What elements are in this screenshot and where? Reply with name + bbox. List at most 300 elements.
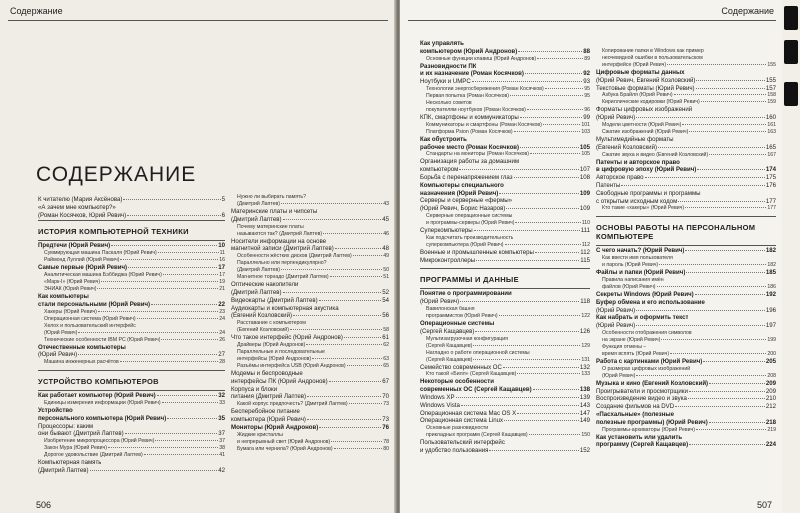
toc-entry-title: КПК, смартфоны и коммуникаторы <box>420 113 519 121</box>
toc-entry <box>596 99 776 106</box>
toc-entry-title: Несколько советов <box>426 99 472 106</box>
toc-entry-title: Как набрать и оформить текст <box>596 314 689 322</box>
toc-entry-page: 177 <box>765 197 776 205</box>
toc-entry-page: 93 <box>583 78 590 86</box>
left-col-2 <box>231 194 389 453</box>
toc-entry <box>231 327 389 334</box>
programs-list <box>420 290 590 454</box>
toc-entry-title: Жидкие кристаллы <box>237 431 283 438</box>
dot-leader <box>703 361 765 362</box>
toc-entry-title: Как подсчитать производительность <box>426 234 514 241</box>
section-rule <box>420 288 590 289</box>
toc-entry-page: 67 <box>382 377 389 385</box>
toc-entry <box>420 114 590 122</box>
toc-entry-title: (Юрий Ревич) <box>602 372 636 379</box>
dot-leader <box>474 230 580 231</box>
dot-leader <box>696 80 764 81</box>
toc-entry-title: Платформа Psion (Роман Косячков) <box>426 128 513 135</box>
toc-entry-title: рабочее место (Роман Косячков) <box>420 143 520 151</box>
toc-entry-page: 112 <box>581 241 590 248</box>
toc-entry-title: Кириллические кодировки (Юрий Ревич) <box>602 99 700 106</box>
toc-entry <box>231 253 389 260</box>
toc-entry <box>38 330 225 337</box>
toc-entry-page: 80 <box>383 445 389 452</box>
toc-entry <box>38 452 225 459</box>
toc-entry <box>420 166 590 174</box>
toc-entry-title: Серверные операционные системы <box>426 212 513 219</box>
toc-entry-title: Сжатие изображений (Юрий Ревич) <box>602 128 689 135</box>
toc-entry-page: 95 <box>584 92 590 99</box>
toc-entry <box>420 447 590 455</box>
toc-entry-page: 19 <box>219 278 225 285</box>
toc-entry <box>420 100 590 107</box>
toc-entry-page: 209 <box>765 387 776 395</box>
toc-entry-title: Кто такие «хакеры» (Юрий Ревич) <box>602 205 685 212</box>
toc-entry-title: (Сергей Кащавцев) <box>420 327 475 335</box>
section-basics-heading: ОСНОВЫ РАБОТЫ НА ПЕРСОНАЛЬНОМ КОМПЬЮТЕРЕ <box>596 223 756 242</box>
toc-entry-title: суперкомпьютера (Юрий Ревич) <box>426 241 504 248</box>
dot-leader <box>349 403 383 404</box>
toc-entry <box>596 284 776 291</box>
toc-entry <box>231 401 389 408</box>
toc-entry-page: 111 <box>580 226 590 234</box>
toc-entry <box>596 411 776 419</box>
toc-entry-page: 133 <box>581 371 590 378</box>
toc-entry-page: 48 <box>382 245 389 253</box>
basics-list <box>596 247 776 449</box>
toc-entry <box>38 264 225 272</box>
toc-entry-page: 197 <box>765 322 776 330</box>
dot-leader <box>155 440 218 441</box>
toc-entry-title: интерфейсе (Юрий Ревич) <box>602 62 667 68</box>
toc-entry-page: 17 <box>219 271 225 278</box>
dot-leader <box>151 304 217 305</box>
dot-leader <box>473 345 580 346</box>
toc-entry-title: «Марк-I» (Юрий Ревич) <box>44 278 101 285</box>
dot-leader <box>689 391 765 392</box>
toc-entry-title: Патенты <box>596 181 621 189</box>
toc-entry-page: 212 <box>765 403 776 411</box>
toc-entry-title: Почему материнские платы <box>237 223 304 230</box>
toc-entry <box>420 402 590 410</box>
toc-entry-title: Расставание с компьютером <box>237 320 306 327</box>
toc-entry-page: 210 <box>765 395 776 403</box>
dot-leader <box>344 337 381 338</box>
dot-leader <box>489 450 578 451</box>
dot-leader <box>78 332 218 333</box>
toc-entry <box>596 366 776 373</box>
toc-entry <box>231 274 389 281</box>
toc-entry-title: Мультимедийные форматы <box>596 135 674 143</box>
toc-entry-title: «А зачем мне компьютер?» <box>38 203 116 211</box>
toc-entry-page: 24 <box>219 315 225 322</box>
dot-leader <box>667 64 766 65</box>
toc-entry-title: (Юрий Ревич) <box>44 329 78 336</box>
toc-entry-title: Как установить или удалить <box>596 433 683 441</box>
dot-leader <box>97 288 218 289</box>
toc-entry <box>420 364 590 372</box>
dot-leader <box>525 73 582 74</box>
toc-entry <box>420 410 590 418</box>
toc-entry <box>38 212 225 220</box>
toc-entry-title: Как управлять <box>420 40 464 47</box>
dot-leader <box>527 109 583 110</box>
toc-entry-title: Ноутбуки и UMPC <box>420 78 471 86</box>
toc-entry <box>420 343 590 350</box>
dot-leader <box>459 169 579 170</box>
toc-entry <box>38 337 225 344</box>
dot-leader <box>709 422 765 423</box>
toc-entry-title: Первая попытка (Роман Косячков) <box>426 92 509 99</box>
dot-leader <box>645 177 765 178</box>
index-tab <box>784 40 798 64</box>
toc-entry <box>596 122 776 129</box>
toc-entry <box>420 205 590 213</box>
dot-leader <box>111 245 217 246</box>
toc-entry-page: 109 <box>579 189 590 197</box>
page-number-right: 507 <box>756 500 772 510</box>
toc-entry-page: 176 <box>765 181 776 189</box>
toc-entry-page: 92 <box>583 70 590 78</box>
toc-entry <box>596 69 776 77</box>
toc-entry-page: 131 <box>581 356 590 363</box>
dot-leader <box>157 395 218 396</box>
dot-leader <box>709 383 765 384</box>
dot-leader <box>98 311 218 312</box>
toc-entry <box>231 416 389 424</box>
toc-entry-page: 186 <box>767 283 776 290</box>
toc-entry-page: 46 <box>383 230 389 237</box>
toc-entry <box>38 309 225 316</box>
toc-entry <box>420 432 590 439</box>
dot-leader <box>331 441 382 442</box>
toc-entry-title: (Сергей Кащавцев) <box>426 356 473 363</box>
left-col-1 <box>38 196 225 475</box>
toc-entry-page: 73 <box>382 415 389 423</box>
dot-leader <box>658 147 765 148</box>
toc-entry-page: 147 <box>579 409 590 417</box>
toc-entry-title: Суммирующая машина Паскаля (Юрий Ревич) <box>44 250 157 257</box>
toc-entry <box>596 299 776 307</box>
dot-leader <box>533 389 579 390</box>
toc-entry-title: (Юрий Ревич) <box>596 306 636 314</box>
toc-entry-title: Аналитическая машина Бэббиджа (Юрий Ревич) <box>44 271 162 278</box>
dot-leader <box>529 434 581 435</box>
toc-entry-page: 126 <box>579 327 590 335</box>
index-tab <box>784 82 798 106</box>
toc-entry-page: 182 <box>765 247 776 255</box>
toc-entry <box>231 342 389 349</box>
left-page <box>0 0 396 513</box>
toc-entry-title: Самые первые (Юрий Ревич) <box>38 264 128 272</box>
toc-entry-title: Операционная система Mac OS X <box>420 409 517 417</box>
toc-entry <box>596 255 776 262</box>
section-devices-heading: УСТРОЙСТВО КОМПЬЮТЕРОВ <box>38 377 159 387</box>
toc-entry-title: (Юрий Ревич) <box>596 322 636 330</box>
toc-entry-title: Копирование папки в Windows как пример <box>602 48 704 54</box>
dot-leader <box>456 397 579 398</box>
section-rule <box>38 240 225 241</box>
toc-entry-page: 23 <box>219 308 225 315</box>
toc-entry-title: Понятие о программировании <box>420 290 512 298</box>
toc-entry <box>596 403 776 411</box>
section-history-heading: ИСТОРИЯ КОМПЬЮТЕРНОЙ ТЕХНИКИ <box>38 227 189 237</box>
dot-leader <box>163 274 218 275</box>
toc-entry <box>596 198 776 206</box>
dot-leader <box>696 429 766 430</box>
toc-entry <box>596 85 776 93</box>
toc-entry-page: 88 <box>583 47 590 55</box>
toc-entry-page: 205 <box>765 357 776 365</box>
toc-entry-title: магнитной записи (Дмитрий Лаптев) <box>231 245 334 253</box>
dot-leader <box>670 353 766 354</box>
toc-entry-title: Нагладно о работе операционной системы <box>426 349 530 356</box>
dot-leader <box>636 325 765 326</box>
toc-entry-title: Видеокарты (Дмитрий Лаптев) <box>231 296 318 304</box>
dot-leader <box>319 427 381 428</box>
toc-entry-page: 157 <box>765 84 776 92</box>
dot-leader <box>520 147 579 148</box>
toc-entry <box>420 136 590 144</box>
toc-entry-title: файлов (Юрий Ревич) <box>602 283 656 290</box>
toc-entry-title: Как обустроить <box>420 135 467 143</box>
toc-entry <box>231 281 389 289</box>
toc-entry <box>596 269 776 277</box>
toc-entry-title: Операционная система (Юрий Ревич) <box>44 315 136 322</box>
toc-entry <box>38 423 225 431</box>
dot-leader <box>535 252 579 253</box>
toc-entry-page: 96 <box>584 106 590 113</box>
toc-entry-page: 101 <box>581 121 590 128</box>
toc-entry <box>596 380 776 388</box>
toc-entry-title: Некоторые особенности <box>420 378 494 386</box>
dot-leader <box>162 402 219 403</box>
toc-entry-page: 208 <box>767 372 776 379</box>
toc-entry-title: Создание фильмов на DVD <box>596 403 675 411</box>
toc-entry-page: 129 <box>581 342 590 349</box>
toc-entry <box>231 424 389 432</box>
toc-entry <box>420 86 590 93</box>
toc-entry-title: Материнские платы и чипсеты <box>231 208 318 215</box>
toc-entry-title: Отечественные компьютеры <box>38 343 126 351</box>
toc-entry <box>420 242 590 249</box>
dot-leader <box>167 418 217 419</box>
toc-entry <box>231 386 389 394</box>
toc-entry-page: 49 <box>383 253 389 260</box>
dot-leader <box>78 354 217 355</box>
dot-leader <box>621 185 765 186</box>
toc-entry-title: интерфейсы ПК (Юрий Андронов) <box>231 377 328 385</box>
toc-entry <box>420 425 590 432</box>
toc-entry-title: (Дмитрий Лаптев) <box>38 466 89 474</box>
dot-leader <box>657 286 767 287</box>
toc-entry <box>596 277 776 284</box>
toc-entry-page: 219 <box>767 426 776 433</box>
toc-entry-title: Воспроизведение видео и звука <box>596 395 687 403</box>
dot-leader <box>330 276 383 277</box>
dot-leader <box>689 444 765 445</box>
toc-entry <box>420 129 590 136</box>
toc-entry-title: Коммуникаторы и смартфоны (Роман Косячков) <box>426 121 542 128</box>
toc-entry <box>596 262 776 269</box>
dot-leader <box>319 300 382 301</box>
toc-entry-title: (Дмитрий Лаптев) <box>237 267 280 274</box>
toc-entry-page: 45 <box>382 215 389 223</box>
toc-entry-title: Мониторы (Юрий Андронов) <box>231 423 319 431</box>
dot-leader <box>506 208 578 209</box>
section-rule <box>596 245 776 246</box>
toc-entry-page: 33 <box>219 399 225 406</box>
right-col-2 <box>596 48 776 449</box>
toc-entry-title: Пользовательский интерфейс <box>420 439 505 447</box>
toc-entry <box>231 370 389 378</box>
dot-leader <box>120 361 218 362</box>
toc-entry <box>38 316 225 323</box>
toc-entry-title: в цифровую эпоху (Юрий Ревич) <box>596 166 697 174</box>
toc-entry-title: Стандарты на мониторы (Роман Косячков) <box>426 151 530 158</box>
dot-leader <box>461 405 579 406</box>
toc-entry <box>38 250 225 257</box>
toc-entry <box>596 152 776 159</box>
toc-entry-page: 89 <box>584 55 590 62</box>
toc-entry <box>420 48 590 56</box>
toc-entry <box>596 62 776 69</box>
toc-entry <box>420 350 590 357</box>
dot-leader <box>123 199 220 200</box>
devices-list <box>38 392 225 475</box>
dot-leader <box>510 95 583 96</box>
dot-leader <box>334 448 383 449</box>
toc-entry-title: Военные и промышленные компьютеры <box>420 248 534 256</box>
toc-entry-title: Операционные системы <box>420 319 495 327</box>
toc-entry-page: 65 <box>383 362 389 369</box>
dot-leader <box>290 329 382 330</box>
toc-entry-page: 112 <box>580 248 590 256</box>
toc-entry <box>231 408 389 416</box>
toc-entry-title: Форматы цифровых изображений <box>596 106 693 114</box>
toc-entry <box>231 245 389 253</box>
toc-entry-page: 76 <box>382 423 389 431</box>
dot-leader <box>347 365 383 366</box>
dot-leader <box>517 413 579 414</box>
toc-entry-title: и программы-серверы (Юрий Ревич) <box>426 219 515 226</box>
toc-entry-page: 167 <box>767 151 776 158</box>
toc-entry-title: полезные программы) (Юрий Ревич) <box>596 418 708 426</box>
toc-entry <box>231 363 389 370</box>
toc-entry-page: 11 <box>219 250 225 257</box>
toc-entry <box>420 249 590 257</box>
toc-entry <box>38 400 225 407</box>
toc-entry <box>231 305 389 313</box>
toc-entry-page: 200 <box>767 350 776 357</box>
toc-entry-title: Патенты и авторское право <box>596 158 680 166</box>
toc-entry-page: 62 <box>383 341 389 348</box>
toc-entry-title: Компьютерная память <box>38 459 102 467</box>
toc-entry-page: 17 <box>218 264 225 272</box>
toc-entry <box>38 196 225 204</box>
dot-leader <box>685 250 764 251</box>
toc-entry-page: 28 <box>219 359 225 366</box>
toc-entry-title: Проигрыватели и просмотрщики <box>596 387 688 395</box>
toc-entry-title: Особенности жёстких дисков (Дмитрий Лаптев) <box>237 253 352 260</box>
toc-entry-title: (Юрий Ревич, Борис Назаров) <box>420 205 506 213</box>
toc-entry-page: 185 <box>765 269 776 277</box>
toc-entry <box>231 231 389 238</box>
header-rule <box>408 20 776 21</box>
dot-leader <box>661 339 766 340</box>
toc-entry-title: (Юрий Ревич) <box>38 351 78 359</box>
toc-entry <box>38 204 225 212</box>
toc-entry-title: Магнитное торнадо (Дмитрий Лаптев) <box>237 274 329 281</box>
toc-entry-title: и непрерывный свет (Юрий Андронов) <box>237 438 331 445</box>
toc-entry-title: Разъёмы интерфейса USB (Юрий Андронов) <box>237 362 346 369</box>
toc-entry <box>420 386 590 394</box>
toc-entry-page: 192 <box>765 290 776 298</box>
toc-entry <box>420 298 590 306</box>
dot-leader <box>90 470 218 471</box>
toc-entry-title: программистов (Юрий Ревич) <box>426 312 498 319</box>
toc-entry-page: 10 <box>218 242 225 250</box>
toc-entry <box>596 129 776 136</box>
running-head-left: Содержание <box>10 6 63 16</box>
dot-leader <box>689 131 766 132</box>
toc-entry <box>231 224 389 231</box>
toc-entry <box>596 373 776 380</box>
toc-entry <box>596 247 776 255</box>
toc-entry <box>231 378 389 386</box>
dot-leader <box>473 359 580 360</box>
toc-entry-title: Бумага или чернила? (Юрий Андронов) <box>237 445 333 452</box>
toc-entry-title: Правила написания имён <box>602 276 664 283</box>
hardware-list <box>231 194 389 453</box>
dot-leader <box>101 281 218 282</box>
toc-entry <box>420 56 590 63</box>
toc-entry <box>596 434 776 442</box>
dot-leader <box>161 339 218 340</box>
toc-entry-title: Хакеры (Юрий Ревич) <box>44 308 97 315</box>
dot-leader <box>144 454 219 455</box>
toc-entry <box>420 336 590 343</box>
toc-entry <box>596 427 776 434</box>
toc-entry-title: Оптические накопители <box>231 281 299 289</box>
toc-entry <box>38 438 225 445</box>
toc-entry-page: 32 <box>218 392 225 400</box>
dot-leader <box>678 201 765 202</box>
toc-entry <box>596 77 776 85</box>
toc-entry <box>596 314 776 322</box>
toc-entry-title: Как ввести имя пользователя <box>602 255 673 262</box>
section-rule <box>596 216 776 217</box>
toc-entry-page: 218 <box>765 418 776 426</box>
toc-entry <box>38 351 225 359</box>
toc-entry-title: и их назначение (Роман Косячков) <box>420 70 524 78</box>
pc-types-list <box>420 40 590 264</box>
toc-entry-title: Микроконтроллеры <box>420 256 476 264</box>
toc-entry-title: Секреты Windows (Юрий Ревич) <box>596 290 694 298</box>
toc-entry-title: называются так? (Дмитрий Лаптев) <box>237 230 323 237</box>
dot-leader <box>518 51 582 52</box>
dot-leader <box>685 207 766 208</box>
toc-entry-page: 26 <box>219 336 225 343</box>
dot-leader <box>283 292 382 293</box>
toc-entry-title: Буфер обмена и его использование <box>596 298 705 306</box>
dot-leader <box>293 315 381 316</box>
toc-entry-title: интерфейсы (Юрий Андронов) <box>237 355 312 362</box>
toc-entry <box>596 136 776 144</box>
toc-entry-page: 108 <box>579 173 590 181</box>
toc-entry-page: 24 <box>219 329 225 336</box>
toc-entry-title: Какой корпус предпочесть? (Дмитрий Лаптев) <box>237 401 348 408</box>
